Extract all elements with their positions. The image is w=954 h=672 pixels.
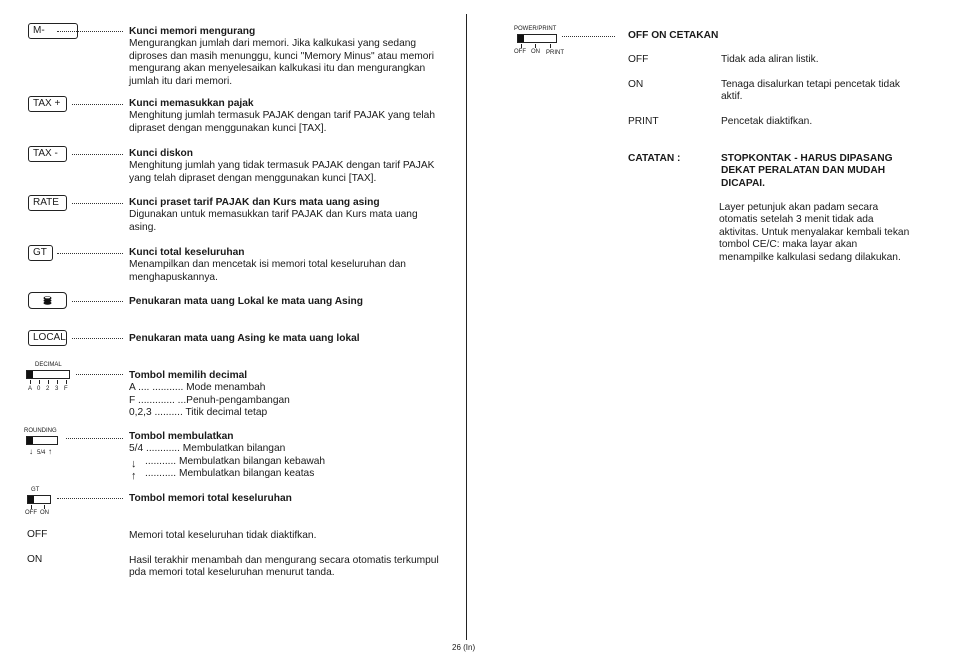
- rounding-title: Tombol membulatkan: [129, 431, 234, 442]
- tax-minus-title: Kunci diskon: [129, 148, 193, 159]
- leader-dots: [72, 104, 123, 105]
- rounding-line: ........... Membulatkan bilangan keatas: [145, 468, 315, 479]
- gt-switch-knob: [28, 496, 34, 503]
- m-minus-title: Kunci memori mengurang: [129, 26, 256, 37]
- leader-dots: [72, 154, 123, 155]
- currency-key-icon: [28, 292, 67, 309]
- rate-body: Digunakan untuk memasukkan tarif PAJAK dan Kurs mata uang asing.: [129, 209, 418, 233]
- local-key-icon: LOCAL: [28, 330, 67, 346]
- arrow-up-icon: ↑: [48, 447, 52, 456]
- decimal-switch-knob: [27, 371, 33, 378]
- decimal-switch-label: DECIMAL: [35, 362, 62, 368]
- gt-switch-pos-on: ON: [40, 510, 49, 516]
- tick: [550, 44, 551, 48]
- power-pos-on: ON: [531, 49, 540, 55]
- leader-dots: [72, 301, 123, 302]
- power-row-label: ON: [628, 79, 644, 90]
- gt-switch-label: GT: [31, 487, 40, 493]
- tick: [39, 380, 40, 384]
- power-row-label: PRINT: [628, 116, 659, 127]
- decimal-line: A .... ........... Mode menambah: [129, 382, 266, 394]
- rate-description: [129, 197, 447, 234]
- note-title: STOPKONTAK - HARUS DIPASANG DEKAT PERALATAN DAN MUDAH DICAPAI.: [721, 153, 893, 189]
- gt-description: [129, 247, 447, 284]
- leader-dots: [72, 338, 123, 339]
- power-row-desc: Tidak ada aliran listik.: [721, 54, 819, 65]
- m-minus-body: Mengurangkan jumlah dari memori. Jika kalkukasi yang sedang diproses dan masih menunggu, kunci "Memory Minus" atau memori mengurang akan menyelesaikan kalkukasi itu dan mengurangkan jumlah itu dari memori.: [129, 38, 435, 87]
- column-divider: [466, 14, 467, 640]
- rounding-line: ........... Membulatkan bilangan kebawah: [145, 456, 326, 467]
- gt-off-label: OFF: [27, 529, 48, 540]
- decimal-line: 0,2,3 .......... Titik decimal tetap: [129, 407, 268, 419]
- gt-title: Kunci total keseluruhan: [129, 247, 245, 258]
- rounding-switch-label: ROUNDING: [24, 428, 57, 434]
- decimal-pos-2: 2: [46, 386, 50, 392]
- tick: [57, 380, 58, 384]
- note-label: CATATAN :: [628, 153, 681, 164]
- arrow-down-icon: ↓: [29, 447, 33, 456]
- gt-on-desc: Hasil terakhir menambah dan mengurang secara otomatis terkumpul pda memori total keseluruhan menurut tanda.: [129, 555, 439, 579]
- power-print-switch-label: POWER/PRINT: [514, 26, 557, 32]
- tax-minus-key-icon: TAX -: [28, 146, 67, 162]
- tax-plus-body: Menghitung jumlah termasuk PAJAK dengan tarif PAJAK yang telah dipraset dengan menggunakan kunci [TAX].: [129, 110, 435, 134]
- decimal-pos-3: 3: [55, 386, 59, 392]
- m-minus-key-icon: M-: [28, 23, 78, 39]
- leader-dots: [76, 374, 123, 375]
- coins-icon: [33, 293, 62, 308]
- local-title: Penukaran mata uang Asing ke mata uang lokal: [129, 333, 360, 344]
- leader-dots: [72, 203, 123, 204]
- leader-dots: [57, 253, 123, 254]
- tax-minus-body: Menghitung jumlah yang tidak termasuk PAJAK dengan tarif PAJAK yang telah dipraset dengan menggunakan kunci [TAX].: [129, 160, 435, 184]
- decimal-title: Tombol memilih decimal: [129, 370, 248, 381]
- tick: [31, 505, 32, 509]
- rounding-description: [129, 431, 447, 456]
- power-row-desc: Tenaga disalurkan tetapi pencetak tidak aktif.: [721, 79, 900, 103]
- arrow-up-icon: ↑: [131, 470, 137, 482]
- arrow-down-icon: ↓: [131, 458, 137, 470]
- m-minus-description: [129, 26, 447, 88]
- power-print-switch-knob: [518, 35, 524, 42]
- power-row-label: OFF: [628, 54, 649, 65]
- power-title: OFF ON CETAKAN: [628, 30, 719, 41]
- rounding-switch-knob: [27, 437, 33, 444]
- decimal-line: F ............. ...Penuh-pengambangan: [129, 394, 290, 406]
- gt-key-icon: GT: [28, 245, 53, 261]
- leader-dots: [57, 498, 123, 499]
- gt-switch-title: Tombol memori total keseluruhan: [129, 493, 292, 504]
- power-pos-print: PRINT: [546, 50, 564, 56]
- power-pos-off: OFF: [514, 49, 526, 55]
- rounding-pos-mid: 5/4: [37, 450, 46, 456]
- tax-plus-description: [129, 98, 447, 135]
- tick: [521, 44, 522, 48]
- tick: [535, 44, 536, 48]
- decimal-pos-f: F: [64, 386, 68, 392]
- tick: [44, 505, 45, 509]
- decimal-pos-0: 0: [37, 386, 41, 392]
- page-number: 26 (In): [452, 643, 476, 652]
- gt-switch-pos-off: OFF: [25, 510, 37, 516]
- rate-key-icon: RATE: [28, 195, 67, 211]
- decimal-description: [129, 370, 447, 420]
- tick: [48, 380, 49, 384]
- gt-off-desc: Memori total keseluruhan tidak diaktifkan.: [129, 530, 317, 541]
- tax-plus-title: Kunci memasukkan pajak: [129, 98, 254, 109]
- leader-dots: [562, 36, 615, 37]
- rate-title: Kunci praset tarif PAJAK dan Kurs mata uang asing: [129, 197, 380, 208]
- rounding-line: 5/4 ............ Membulatkan bilangan: [129, 443, 286, 455]
- gt-body: Menampilkan dan mencetak isi memori total keseluruhan dan menghapuskannya.: [129, 259, 406, 283]
- power-row-desc: Pencetak diaktifkan.: [721, 116, 813, 127]
- gt-on-label: ON: [27, 554, 43, 565]
- currency-title: Penukaran mata uang Lokal ke mata uang Asing: [129, 296, 363, 307]
- tick: [30, 380, 31, 384]
- leader-dots: [57, 31, 123, 32]
- leader-dots: [66, 438, 123, 439]
- decimal-pos-a: A: [28, 386, 33, 392]
- tax-plus-key-icon: TAX +: [28, 96, 67, 112]
- note-body: Layer petunjuk akan padam secara otomatis setelah 3 menit tidak ada aktivitas. Untuk menyalakar kembali tekan tombol CE/C: maka layar akan menampilke kalkulasi sedang dilakukan.: [719, 202, 910, 263]
- tick: [66, 380, 67, 384]
- tax-minus-description: [129, 148, 447, 185]
